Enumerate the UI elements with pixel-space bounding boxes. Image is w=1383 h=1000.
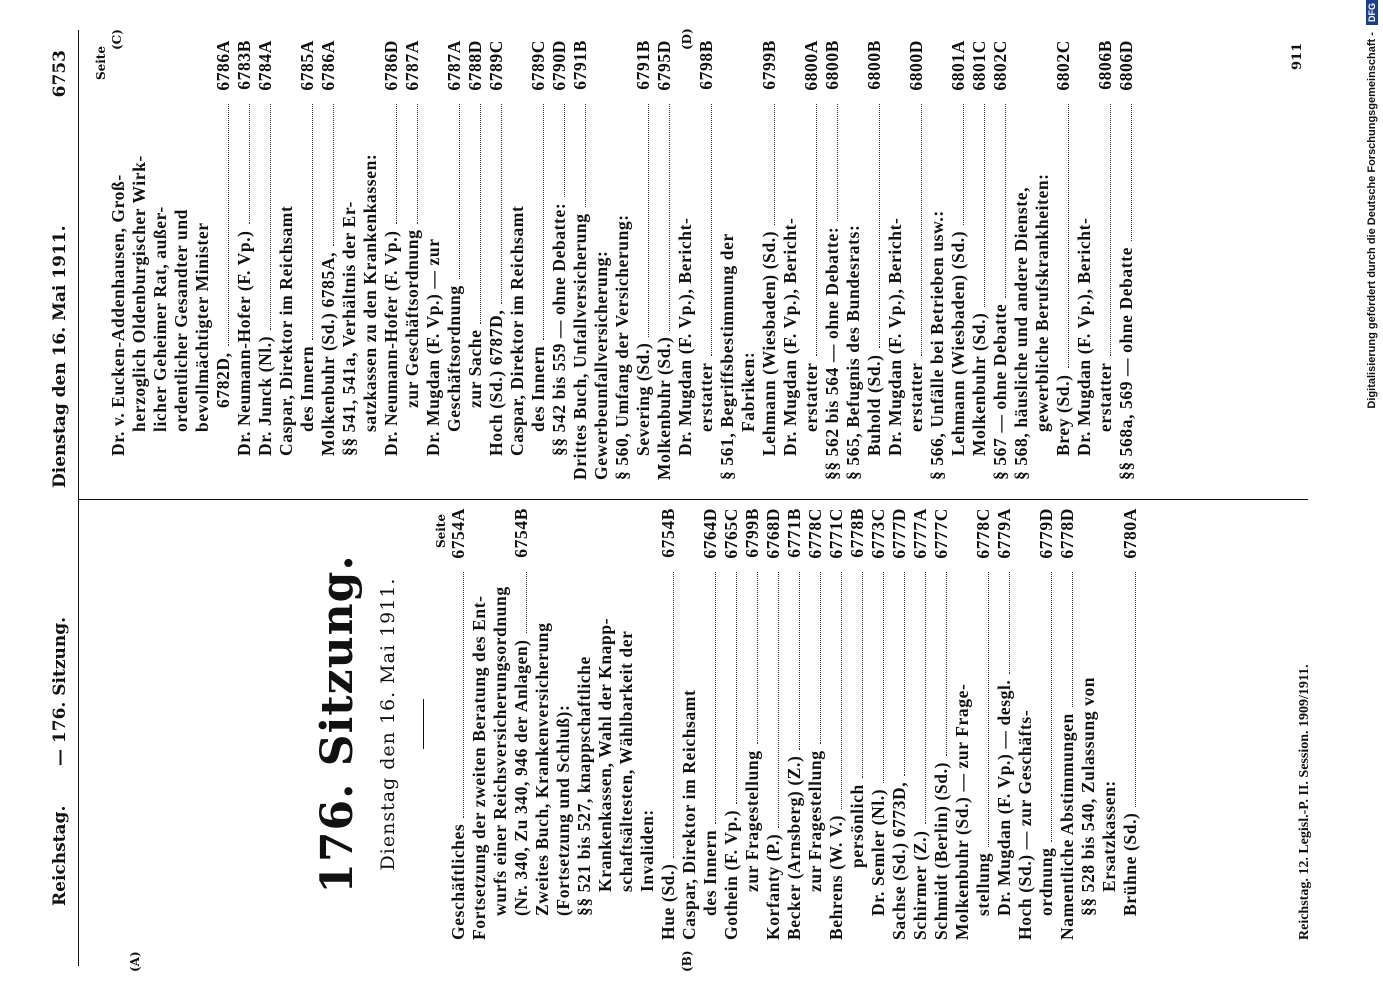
leader-dots — [1110, 104, 1111, 356]
toc-entry-page: 6791B — [633, 40, 653, 90]
toc-entry-page: 6798B — [696, 40, 716, 90]
leader-dots — [648, 104, 649, 337]
leader-dots — [669, 104, 670, 331]
toc-entry — [889, 508, 910, 940]
toc-entry-page: 6785A — [297, 40, 317, 91]
seite-label: Seite — [434, 514, 448, 549]
toc-entry-text: stellung — [973, 852, 993, 916]
margin-mark-d: (D) — [680, 28, 694, 50]
toc-entry-text: Schmidt (Berlin) (Sd.) — [931, 762, 951, 940]
leader-dots — [841, 572, 842, 809]
toc-entry — [595, 508, 616, 940]
toc-entry-text: Hoch (Sd.) — zur Geschäfts- — [1015, 709, 1035, 940]
toc-entry — [528, 40, 549, 480]
toc-entry-text: Buhold (Sd.) — [864, 354, 884, 456]
toc-entry — [696, 40, 717, 480]
toc-entry — [591, 40, 612, 480]
toc-entry — [843, 40, 864, 480]
toc-entry — [108, 40, 129, 480]
toc-entry — [969, 40, 990, 480]
toc-entry-page: 6768D — [763, 508, 783, 559]
toc-entry — [574, 508, 595, 940]
leader-dots — [820, 572, 821, 744]
toc-entry — [129, 40, 150, 480]
leader-dots — [564, 104, 565, 197]
leader-dots — [988, 572, 989, 847]
toc-entry-text: §§ 542 bis 559 — ohne Debatte: — [549, 202, 569, 456]
leader-dots — [396, 104, 397, 224]
leader-dots — [543, 104, 544, 340]
toc-entry-text: licher Geheimer Rat, außer- — [150, 206, 170, 432]
seite-label-right: Seite — [94, 46, 108, 81]
toc-entry-text: persönlich — [847, 784, 867, 868]
leader-dots — [837, 104, 838, 221]
toc-entry-page: 6791B — [570, 40, 590, 90]
toc-entry-text: Invaliden: — [637, 809, 657, 892]
toc-entry-page: 6765C — [721, 508, 741, 559]
toc-entry — [847, 508, 868, 940]
toc-entry — [1116, 40, 1137, 480]
toc-entry-text: Lehmann (Wiesbaden) (Sd.) — [948, 230, 968, 456]
toc-entry — [868, 508, 889, 940]
toc-entry — [679, 508, 700, 940]
toc-entry-text: erstatter — [1095, 362, 1115, 432]
toc-entry-page: 6800B — [822, 40, 842, 90]
toc-entry — [910, 508, 931, 940]
toc-entry — [1095, 40, 1116, 480]
toc-entry — [784, 508, 805, 940]
toc-entry-text: bevollmächtigter Minister — [192, 222, 212, 432]
toc-entry-text: wurfs einer Reichsversicherungsordnung — [490, 586, 510, 916]
toc-entry — [633, 40, 654, 480]
toc-entry-text: Molkenbuhr (Sd.) — [654, 336, 674, 480]
toc-entry-page: 6800B — [864, 40, 884, 90]
toc-entry — [1057, 508, 1078, 940]
toc-entry — [276, 40, 297, 480]
toc-entry — [763, 508, 784, 940]
leader-dots — [459, 104, 460, 279]
toc-entry-text: Molkenbuhr (Sd.) 6785A, — [318, 251, 338, 456]
toc-entry — [192, 40, 213, 480]
toc-entry-text: § 560, Umfang der Versicherung: — [612, 214, 632, 480]
leader-dots — [904, 572, 905, 776]
toc-entry-page: 6799B — [759, 40, 779, 90]
toc-entry — [738, 40, 759, 480]
toc-entry — [616, 508, 637, 940]
toc-entry — [549, 40, 570, 480]
toc-entry-text: Dr. Mugdan (F. Vp.) — desgl. — [994, 679, 1014, 916]
toc-entry — [490, 508, 511, 940]
toc-entry — [973, 508, 994, 940]
toc-entry — [507, 40, 528, 480]
toc-entry — [780, 40, 801, 480]
leader-dots — [1135, 572, 1136, 807]
toc-entry-text: satzkassen zu den Krankenkassen: — [360, 153, 380, 432]
toc-entry — [759, 40, 780, 480]
leader-dots — [249, 104, 250, 224]
toc-entry-text: zur Fragestellung — [805, 750, 825, 892]
toc-entry — [255, 40, 276, 480]
leader-dots — [1051, 572, 1052, 842]
toc-entry-text: zur Sache — [465, 329, 485, 408]
toc-entry-text: Severing (Sd.) — [633, 342, 653, 456]
leader-dots — [1131, 104, 1132, 241]
leader-dots — [736, 572, 737, 804]
toc-entry-page: 6789C — [486, 40, 506, 91]
leader-dots — [333, 104, 334, 246]
toc-entry-text: Gewerbeunfallversicherung: — [591, 250, 611, 480]
toc-entry-page: 6777A — [910, 508, 930, 559]
toc-entry-text: Dr. Mugdan (F. Vp.) — zur — [423, 238, 443, 456]
toc-entry-text: Hue (Sd.) — [658, 863, 678, 940]
toc-entry — [721, 508, 742, 940]
toc-entry — [864, 40, 885, 480]
toc-entry — [297, 40, 318, 480]
toc-entry-text: §§ 541, 541a, Verhältnis der Er- — [339, 201, 359, 456]
toc-entry-page: 6786A — [318, 40, 338, 91]
toc-entry-text: des Innern — [528, 345, 548, 432]
toc-entry-text: Krankenkassen, Wahl der Knapp- — [595, 617, 615, 892]
toc-entry-text: erstatter — [906, 362, 926, 432]
margin-mark-a: (A) — [128, 951, 142, 972]
toc-entry — [700, 508, 721, 940]
toc-entry — [360, 40, 381, 480]
session-date: Dienstag den 16. Mai 1911. — [377, 577, 399, 871]
toc-entry-text: Caspar, Direktor im Reichsamt — [507, 205, 527, 456]
left-column — [88, 508, 1141, 940]
leader-dots — [778, 572, 779, 828]
toc-entry — [948, 40, 969, 480]
toc-entry-text: Becker (Arnsberg) (Z.) — [784, 755, 804, 940]
session-title: 176. Sitzung. — [312, 554, 363, 894]
toc-entry-text: ordnung — [1036, 847, 1056, 916]
toc-entry — [1032, 40, 1053, 480]
toc-entry-text: (Fortsetzung und Schluß): — [553, 704, 573, 916]
toc-entry — [1099, 508, 1120, 940]
toc-entry — [1036, 508, 1057, 940]
toc-entry-text: §§ 562 bis 564 — ohne Debatte: — [822, 226, 842, 480]
toc-entry-page: 6779D — [1036, 508, 1056, 559]
header-right: Dienstag den 16. Mai 1911. — [50, 225, 70, 488]
toc-entry-page: 6754A — [448, 508, 468, 559]
header-center: — 176. Sitzung. — [50, 616, 70, 766]
toc-entry-page: 6754B — [658, 508, 678, 558]
toc-entry — [486, 40, 507, 480]
toc-entry-page: 6780A — [1120, 508, 1140, 559]
toc-entry-text: Dr. Semler (Nl.) — [868, 788, 888, 916]
toc-entry-text: Dr. Mugdan (F. Vp.), Bericht- — [780, 217, 800, 456]
toc-entry-text: Dr. v. Eucken-Addenhausen, Groß- — [108, 174, 128, 456]
toc-entry-page: 6764D — [700, 508, 720, 559]
margin-mark-b: (B) — [680, 950, 694, 972]
leader-dots — [715, 572, 716, 824]
toc-entry-text: § 568, häusliche und andere Dienste, — [1011, 186, 1031, 480]
leader-dots — [711, 104, 712, 356]
toc-entry-text: erstatter — [801, 362, 821, 432]
running-header — [38, 30, 79, 966]
toc-entry-text: Schirmer (Z.) — [910, 830, 930, 940]
toc-entry-text: Zweites Buch, Krankenversicherung — [532, 622, 552, 916]
toc-entry-page: 6784A — [255, 40, 275, 91]
toc-entry-page: 6786A — [213, 40, 233, 91]
header-left: Reichstag. — [50, 805, 70, 906]
toc-entry-page: 6800A — [801, 40, 821, 91]
toc-entry-page: 6789C — [528, 40, 548, 91]
leader-dots — [585, 104, 586, 207]
toc-entry-text: herzoglich Oldenburgischer Wirk- — [129, 155, 149, 432]
toc-entry-page: 6802C — [990, 40, 1010, 91]
toc-entry — [532, 508, 553, 940]
toc-entry-text: Hoch (Sd.) 6787D, — [486, 309, 506, 456]
toc-entry-text: Caspar, Direktor im Reichsamt — [276, 205, 296, 456]
toc-entry — [1011, 40, 1032, 480]
leader-dots — [816, 104, 817, 356]
toc-entry — [658, 508, 679, 940]
leader-dots — [501, 104, 502, 304]
toc-entry — [675, 40, 696, 480]
toc-entry-text: Fabriken: — [738, 351, 758, 432]
leader-dots — [946, 572, 947, 756]
toc-entry-page: 6773C — [868, 508, 888, 559]
toc-entry — [906, 40, 927, 480]
leader-dots — [883, 572, 884, 783]
right-table-of-contents — [108, 40, 1137, 480]
toc-entry-text: Geschäftsordnung — [444, 285, 464, 432]
toc-entry-text: Dr. Neumann-Hofer (F. Vp.) — [381, 230, 401, 456]
toc-entry-page: 6778C — [805, 508, 825, 559]
toc-entry-text: gewerbliche Berufskrankheiten: — [1032, 173, 1052, 432]
toc-entry-page: 6801C — [969, 40, 989, 91]
toc-entry — [465, 40, 486, 480]
toc-entry — [339, 40, 360, 480]
toc-entry — [448, 508, 469, 940]
toc-entry — [511, 508, 532, 940]
toc-entry — [1074, 40, 1095, 480]
toc-entry-text: zur Geschäftsordnung — [402, 229, 422, 408]
toc-entry-page: 6787A — [444, 40, 464, 91]
toc-entry-text: Lehmann (Wiesbaden) (Sd.) — [759, 230, 779, 456]
toc-entry-text: Dr. Mugdan (F. Vp.), Bericht- — [675, 217, 695, 456]
digitization-credit — [1366, 0, 1378, 409]
toc-entry-page: 6778B — [847, 508, 867, 558]
toc-entry-page: 6800D — [906, 40, 926, 91]
toc-entry-page: 6787A — [402, 40, 422, 91]
leader-dots — [1072, 572, 1073, 707]
leader-dots — [1005, 104, 1006, 298]
leader-dots — [480, 104, 481, 324]
leader-dots — [673, 572, 674, 858]
sheet-number: 911 — [1290, 42, 1305, 70]
toc-entry — [801, 40, 822, 480]
toc-entry-text: § 566, Unfälle bei Betrieben usw.: — [927, 210, 947, 480]
toc-entry-text: schaftsältesten, Wählbarkeit der — [616, 630, 636, 892]
toc-entry-text: §§ 568a, 569 — ohne Debatte — [1116, 247, 1136, 480]
credit-text: Digitalisierung gefördert durch die Deutsche Forschungsgemeinschaft - — [1366, 32, 1378, 409]
toc-entry-page: 6777D — [889, 508, 909, 559]
toc-entry-text: Brühne (Sd.) — [1120, 812, 1140, 916]
toc-entry-text: Behrens (W. V.) — [826, 814, 846, 940]
leader-dots — [799, 572, 800, 750]
toc-entry — [885, 40, 906, 480]
leader-dots — [270, 104, 271, 330]
toc-entry — [381, 40, 402, 480]
dfg-logo: DFG — [1366, 0, 1378, 25]
leader-dots — [526, 572, 527, 633]
toc-entry-page: 6779A — [994, 508, 1014, 559]
toc-entry-page: 6754B — [511, 508, 531, 558]
leader-dots — [757, 572, 758, 744]
toc-entry-text: (Nr. 340, Zu 340, 946 der Anlagen) — [511, 639, 531, 916]
toc-entry-page: 6801A — [948, 40, 968, 91]
toc-entry-text: Dr. Mugdan (F. Vp.), Bericht- — [1074, 217, 1094, 456]
toc-entry — [423, 40, 444, 480]
leader-dots — [862, 572, 863, 778]
toc-entry — [570, 40, 591, 480]
toc-entry — [805, 508, 826, 940]
toc-entry — [822, 40, 843, 480]
toc-entry-page: 6771B — [784, 508, 804, 558]
leader-dots — [984, 104, 985, 307]
toc-entry-page: 6802C — [1053, 40, 1073, 91]
right-column — [88, 40, 1137, 480]
toc-entry-text: Sachse (Sd.) 6773D, — [889, 781, 909, 940]
toc-entry — [469, 508, 490, 940]
toc-entry-text: Dr. Neumann-Hofer (F. Vp.) — [234, 230, 254, 456]
toc-entry — [553, 508, 574, 940]
toc-entry-text: §§ 528 bis 540, Zulassung von — [1078, 676, 1098, 916]
toc-entry-text: Caspar, Direktor im Reichsamt — [679, 689, 699, 940]
toc-entry — [654, 40, 675, 480]
toc-entry — [1078, 508, 1099, 940]
toc-entry-page: 6778D — [1057, 508, 1077, 559]
toc-entry-text: § 561, Begriffsbestimmung der — [717, 233, 737, 480]
toc-entry-page: 6788D — [465, 40, 485, 91]
toc-entry-text: zur Fragestellung — [742, 750, 762, 892]
toc-entry-text: 6782D, — [213, 352, 233, 408]
toc-entry-text: Fortsetzung der zweiten Beratung des Ent- — [469, 595, 489, 940]
toc-entry-page: 6783B — [234, 40, 254, 90]
toc-entry-page: 6777C — [931, 508, 951, 559]
toc-entry-text: Brey (Sd.) — [1053, 374, 1073, 456]
toc-entry-page: 6806D — [1116, 40, 1136, 91]
toc-entry — [150, 40, 171, 480]
toc-entry-page: 6799B — [742, 508, 762, 558]
toc-entry — [927, 40, 948, 480]
toc-entry-page: 6786D — [381, 40, 401, 91]
toc-entry — [931, 508, 952, 940]
toc-entry — [444, 40, 465, 480]
toc-entry — [742, 508, 763, 940]
leader-dots — [228, 104, 229, 346]
leader-dots — [921, 104, 922, 356]
toc-entry-text: Korfanty (P.) — [763, 833, 783, 940]
leader-dots — [1068, 104, 1069, 368]
leader-dots — [312, 104, 313, 340]
toc-entry — [1053, 40, 1074, 480]
leader-dots — [1009, 572, 1010, 674]
leader-dots — [774, 104, 775, 225]
leader-dots — [963, 104, 964, 225]
toc-entry — [612, 40, 633, 480]
footer — [1297, 664, 1313, 940]
toc-entry-page: 6778C — [973, 508, 993, 559]
toc-entry-text: §§ 521 bis 527, knappschaftliche — [574, 656, 594, 916]
column-divider — [78, 499, 1308, 500]
title-block — [312, 508, 424, 940]
toc-entry-text: Geschäftliches — [448, 823, 468, 940]
footer-left: Reichstag. 12. Legisl.-P. II. Session. 1909/1911. — [1297, 664, 1312, 940]
toc-entry-page: 6771C — [826, 508, 846, 559]
toc-entry-text: Namentliche Abstimmungen — [1057, 713, 1077, 940]
margin-mark-c: (C) — [110, 29, 124, 50]
toc-entry — [1015, 508, 1036, 940]
toc-entry — [952, 508, 973, 940]
toc-entry — [234, 40, 255, 480]
toc-entry-text: Dr. Junck (Nl.) — [255, 335, 275, 456]
toc-entry — [402, 40, 423, 480]
title-rule — [423, 699, 424, 749]
toc-entry-page: 6806B — [1095, 40, 1115, 90]
toc-entry-text: Dr. Mugdan (F. Vp.), Bericht- — [885, 217, 905, 456]
toc-entry — [990, 40, 1011, 480]
toc-entry-text: erstatter — [696, 362, 716, 432]
toc-entry-page: 6795D — [654, 40, 674, 91]
toc-entry — [1120, 508, 1141, 940]
toc-entry — [826, 508, 847, 940]
toc-entry-text: ordentlicher Gesandter und — [171, 208, 191, 432]
leader-dots — [463, 572, 464, 818]
page-number: 6753 — [50, 50, 70, 98]
leader-dots — [925, 572, 926, 824]
toc-entry — [637, 508, 658, 940]
toc-entry-text: Molkenbuhr (Sd.) — zur Frage- — [952, 683, 972, 940]
leader-dots — [879, 104, 880, 348]
toc-entry-text: Drittes Buch, Unfallversicherung — [570, 213, 590, 480]
leader-dots — [417, 104, 418, 224]
toc-entry-text: § 565, Befugnis des Bundesrats: — [843, 224, 863, 480]
toc-entry-text: Ersatzkassen: — [1099, 780, 1119, 892]
toc-entry — [171, 40, 192, 480]
toc-entry — [213, 40, 234, 480]
left-table-of-contents — [448, 508, 1141, 940]
toc-entry — [318, 40, 339, 480]
toc-entry — [717, 40, 738, 480]
toc-entry-text: Gothein (F. Vp.) — [721, 809, 741, 940]
toc-entry-page: 6790D — [549, 40, 569, 91]
toc-entry-text: des Innern — [297, 345, 317, 432]
toc-entry-text: § 567 — ohne Debatte — [990, 303, 1010, 480]
toc-entry — [994, 508, 1015, 940]
toc-entry-text: Molkenbuhr (Sd.) — [969, 312, 989, 456]
toc-entry-text: des Innern — [700, 829, 720, 916]
